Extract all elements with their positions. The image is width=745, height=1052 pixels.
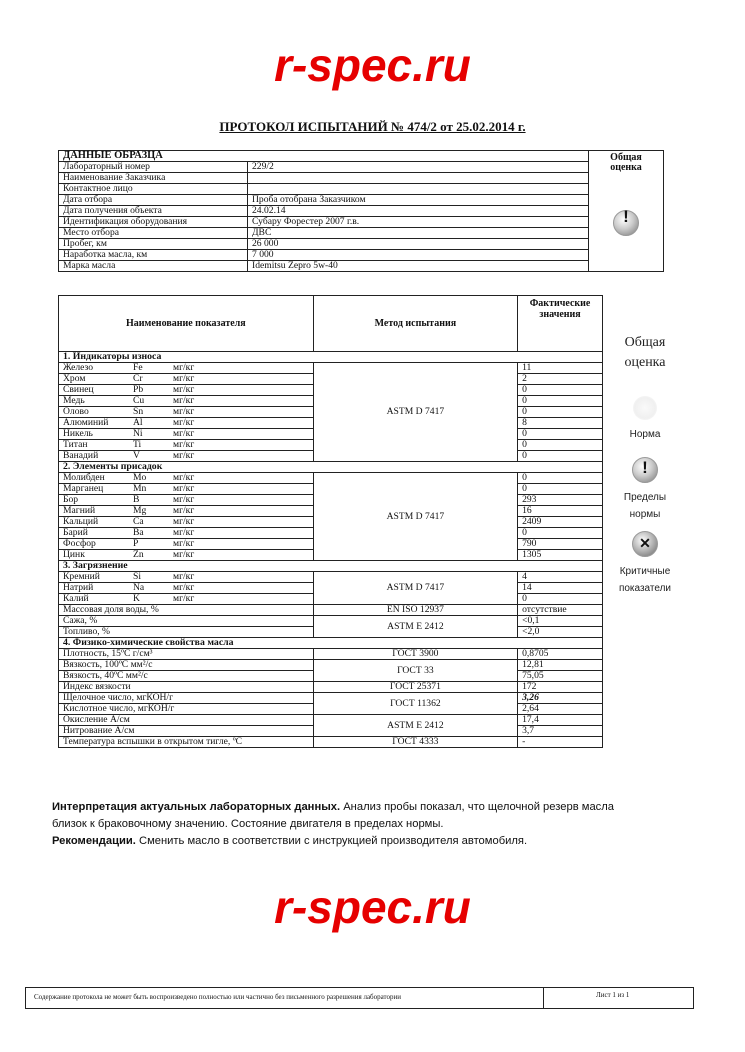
result-value: 293 (518, 495, 603, 506)
warning-icon (613, 210, 639, 236)
method-cell: ГОСТ 33 (313, 660, 517, 682)
element-symbol: Mg (133, 505, 147, 516)
element-symbol: Ti (133, 439, 142, 450)
result-name: Нитрование А/см (63, 725, 135, 736)
footer-page: Лист 1 из 1 (596, 991, 630, 999)
legend-title-line2: оценка (624, 355, 666, 370)
element-symbol: Ni (133, 428, 143, 439)
element-name: Марганец (63, 483, 104, 494)
result-value: - (518, 737, 603, 748)
result-name: Щелочное число, мгКОН/г (63, 692, 174, 703)
element-symbol: Zn (133, 549, 144, 560)
element-symbol: Ca (133, 516, 144, 527)
sample-row-value: 7 000 (248, 250, 589, 261)
result-name-cell (59, 649, 314, 660)
method-cell: ASTM E 2412 (313, 616, 517, 638)
section-title: 1. Индикаторы износа (59, 352, 603, 363)
result-name-cell (59, 737, 314, 748)
sample-row-value: 26 000 (248, 239, 589, 250)
sample-row-value: Idemitsu Zepro 5w-40 (248, 261, 589, 272)
col-header-value-line2: значения (539, 309, 581, 320)
method-cell: ГОСТ 11362 (313, 693, 517, 715)
result-value: 172 (518, 682, 603, 693)
result-name-cell (59, 550, 314, 561)
element-unit: мг/кг (173, 538, 195, 549)
result-value: 11 (518, 363, 603, 374)
result-value: 75,05 (518, 671, 603, 682)
element-unit: мг/кг (173, 373, 195, 384)
overall-assessment-cell (589, 151, 664, 272)
result-value: 3,26 (518, 693, 603, 704)
sample-row (59, 239, 664, 250)
result-row (59, 737, 603, 748)
method-cell: ГОСТ 3900 (313, 649, 517, 660)
result-name-cell (59, 517, 314, 528)
result-name-cell (59, 484, 314, 495)
result-name-group (63, 583, 309, 593)
result-value: 0 (518, 528, 603, 539)
element-name: Калий (63, 593, 89, 604)
section-title: 3. Загрязнение (59, 561, 603, 572)
norm-icon (633, 396, 657, 420)
result-name: Топливо, % (63, 626, 111, 637)
element-name: Магний (63, 505, 96, 516)
result-name-cell (59, 407, 314, 418)
element-symbol: Na (133, 582, 145, 593)
legend-limits-line1: Пределы (623, 492, 667, 503)
col-header-value (518, 296, 603, 352)
sample-header-row (59, 151, 664, 162)
sample-row-label: Дата получения объекта (59, 206, 248, 217)
footer-divider (543, 988, 544, 1008)
sample-row-label: Пробег, км (59, 239, 248, 250)
sample-row-value: ДВС (248, 228, 589, 239)
element-unit: мг/кг (173, 549, 195, 560)
method-cell: ASTM D 7417 (313, 473, 517, 561)
element-unit: мг/кг (173, 428, 195, 439)
result-name-cell (59, 693, 314, 704)
result-name-cell (59, 363, 314, 374)
section-row (59, 352, 603, 363)
result-name-group (63, 363, 309, 373)
sample-row-label: Контактное лицо (59, 184, 248, 195)
brand-watermark-top: r-spec.ru (274, 39, 471, 91)
result-name-group (63, 418, 309, 428)
element-symbol: V (133, 450, 140, 461)
result-value: <2,0 (518, 627, 603, 638)
result-name-cell (59, 440, 314, 451)
warning-icon (632, 457, 658, 483)
element-name: Кремний (63, 571, 100, 582)
element-symbol: Al (133, 417, 143, 428)
result-name-cell (59, 539, 314, 550)
result-value: 1305 (518, 550, 603, 561)
results-table (58, 295, 603, 748)
result-value: 0 (518, 484, 603, 495)
section-row (59, 462, 603, 473)
result-name-cell (59, 660, 314, 671)
element-symbol: Fe (133, 362, 143, 373)
element-unit: мг/кг (173, 516, 195, 527)
protocol-title: ПРОТОКОЛ ИСПЫТАНИЙ № 474/2 от 25.02.2014 г. (219, 119, 526, 134)
legend-title-line1: Общая (624, 335, 666, 350)
sample-row-label: Марка масла (59, 261, 248, 272)
result-name: Массовая доля воды, % (63, 604, 159, 615)
element-unit: мг/кг (173, 417, 195, 428)
recommendation-text: Сменить масло в соответствии с инструкцией производителя автомобиля. (135, 835, 528, 847)
result-value: 0,8705 (518, 649, 603, 660)
sample-data-table (58, 150, 664, 272)
legend-norm-label: Норма (629, 429, 661, 440)
element-name: Свинец (63, 384, 94, 395)
result-value: 8 (518, 418, 603, 429)
method-cell: ASTM D 7417 (313, 572, 517, 605)
legend-title (600, 333, 690, 373)
overall-label-line2: оценка (610, 162, 642, 173)
result-value: 14 (518, 583, 603, 594)
footer (25, 987, 694, 1009)
result-name: Вязкость, 40ºС мм²/с (63, 670, 148, 681)
result-value: 2 (518, 374, 603, 385)
element-symbol: Cr (133, 373, 143, 384)
element-name: Олово (63, 406, 89, 417)
element-unit: мг/кг (173, 593, 195, 604)
result-name: Вязкость, 100ºС мм²/с (63, 659, 153, 670)
result-value: 0 (518, 594, 603, 605)
sample-row-label: Дата отбора (59, 195, 248, 206)
result-name-cell (59, 528, 314, 539)
result-name-group (63, 572, 309, 582)
legend-critical-line1: Критичные (619, 566, 671, 577)
overall-label-line1: Общая (610, 152, 642, 163)
result-name-cell (59, 473, 314, 484)
element-name: Бор (63, 494, 79, 505)
element-unit: мг/кг (173, 384, 195, 395)
element-symbol: Mn (133, 483, 147, 494)
element-name: Титан (63, 439, 88, 450)
result-value: 0 (518, 396, 603, 407)
result-name-group (63, 528, 309, 538)
interpretation (52, 799, 692, 850)
result-value: 4 (518, 572, 603, 583)
result-name-cell (59, 572, 314, 583)
result-name-cell (59, 715, 314, 726)
legend-critical (600, 531, 690, 597)
result-value: <0,1 (518, 616, 603, 627)
result-name: Индекс вязкости (63, 681, 131, 692)
sample-row (59, 228, 664, 239)
element-unit: мг/кг (173, 362, 195, 373)
result-value: 0 (518, 385, 603, 396)
result-name: Температура вспышки в открытом тигле, ºС (63, 736, 243, 747)
section-title: 4. Физико-химические свойства масла (59, 638, 603, 649)
result-name-cell (59, 671, 314, 682)
result-value: 12,81 (518, 660, 603, 671)
result-name-group (63, 451, 309, 461)
element-unit: мг/кг (173, 527, 195, 538)
result-row (59, 660, 603, 671)
result-value: 0 (518, 451, 603, 462)
result-row (59, 649, 603, 660)
result-row (59, 715, 603, 726)
result-name-cell (59, 704, 314, 715)
sample-row (59, 162, 664, 173)
element-symbol: Mo (133, 472, 147, 483)
element-symbol: Si (133, 571, 142, 582)
brand-watermark-bottom: r-spec.ru (274, 881, 471, 933)
result-name-cell (59, 429, 314, 440)
legend-limits (600, 457, 690, 523)
element-name: Хром (63, 373, 86, 384)
sample-row (59, 250, 664, 261)
result-name-cell (59, 506, 314, 517)
interpretation-line1 (52, 799, 692, 816)
result-name: Плотность, 15ºС г/см³ (63, 648, 153, 659)
sample-row-value: 24.02.14 (248, 206, 589, 217)
element-name: Железо (63, 362, 94, 373)
result-name-group (63, 473, 309, 483)
interpretation-lead: Интерпретация актуальных лабораторных данных. (52, 801, 341, 813)
result-value: 0 (518, 429, 603, 440)
sample-row (59, 261, 664, 272)
element-name: Медь (63, 395, 85, 406)
element-unit: мг/кг (173, 472, 195, 483)
element-symbol: Pb (133, 384, 144, 395)
sample-row-label: Лабораторный номер (59, 162, 248, 173)
result-name-cell (59, 451, 314, 462)
element-name: Молибден (63, 472, 105, 483)
element-unit: мг/кг (173, 406, 195, 417)
element-unit: мг/кг (173, 439, 195, 450)
section-row (59, 638, 603, 649)
section-row (59, 561, 603, 572)
result-value: 0 (518, 473, 603, 484)
element-name: Натрий (63, 582, 94, 593)
sample-row-value: Проба отобрана Заказчиком (248, 195, 589, 206)
sample-row (59, 173, 664, 184)
result-row (59, 693, 603, 704)
element-symbol: Sn (133, 406, 144, 417)
result-name-group (63, 594, 309, 604)
result-name-group (63, 396, 309, 406)
result-row (59, 682, 603, 693)
legend-norm (600, 396, 690, 443)
method-cell: ASTM E 2412 (313, 715, 517, 737)
result-name: Окисление А/см (63, 714, 130, 725)
result-value: 0 (518, 440, 603, 451)
recommendation (52, 833, 692, 850)
element-symbol: Ba (133, 527, 144, 538)
element-symbol: P (133, 538, 139, 549)
result-name-cell (59, 726, 314, 737)
result-name-group (63, 539, 309, 549)
result-name: Сажа, % (63, 615, 98, 626)
sample-row (59, 195, 664, 206)
element-name: Алюминий (63, 417, 109, 428)
result-name-group (63, 550, 309, 560)
result-value: 2409 (518, 517, 603, 528)
element-symbol: K (133, 593, 140, 604)
sample-row-label: Наработка масла, км (59, 250, 248, 261)
element-name: Кальций (63, 516, 99, 527)
sample-row-value: 229/2 (248, 162, 589, 173)
element-name: Ванадий (63, 450, 99, 461)
section-title: 2. Элементы присадок (59, 462, 603, 473)
result-row (59, 605, 603, 616)
element-unit: мг/кг (173, 582, 195, 593)
sample-row-label: Идентификация оборудования (59, 217, 248, 228)
result-name-group (63, 495, 309, 505)
result-name-group (63, 440, 309, 450)
element-unit: мг/кг (173, 494, 195, 505)
element-name: Барий (63, 527, 88, 538)
legend-critical-line2: показатели (618, 583, 672, 594)
result-name-cell (59, 418, 314, 429)
interpretation-text: Анализ пробы показал, что щелочной резерв масла (340, 801, 615, 813)
interpretation-line2: близок к браковочному значению. Состояние двигателя в пределах нормы. (52, 818, 444, 830)
method-cell: ГОСТ 25371 (313, 682, 517, 693)
element-symbol: B (133, 494, 140, 505)
element-unit: мг/кг (173, 483, 195, 494)
result-name-cell (59, 594, 314, 605)
element-unit: мг/кг (173, 450, 195, 461)
element-unit: мг/кг (173, 571, 195, 582)
result-name-cell (59, 583, 314, 594)
result-value: 2,64 (518, 704, 603, 715)
result-name-cell (59, 374, 314, 385)
element-unit: мг/кг (173, 505, 195, 516)
result-name-cell (59, 495, 314, 506)
result-row (59, 616, 603, 627)
sample-row-value (248, 173, 589, 184)
sample-row-label: Место отбора (59, 228, 248, 239)
result-name: Кислотное число, мгКОН/г (63, 703, 175, 714)
result-row (59, 473, 603, 484)
element-unit: мг/кг (173, 395, 195, 406)
result-name-cell (59, 385, 314, 396)
sample-row (59, 184, 664, 195)
method-cell: EN ISO 12937 (313, 605, 517, 616)
element-name: Фосфор (63, 538, 96, 549)
result-value: 790 (518, 539, 603, 550)
critical-icon (632, 531, 658, 557)
element-symbol: Cu (133, 395, 145, 406)
col-header-method: Метод испытания (313, 296, 517, 352)
result-name-group (63, 517, 309, 527)
col-header-name: Наименование показателя (59, 296, 314, 352)
sample-row (59, 206, 664, 217)
method-cell: ГОСТ 4333 (313, 737, 517, 748)
result-row (59, 363, 603, 374)
result-name-group (63, 429, 309, 439)
result-value: 16 (518, 506, 603, 517)
result-name-group (63, 506, 309, 516)
result-name-cell (59, 396, 314, 407)
result-row (59, 572, 603, 583)
result-name-cell (59, 605, 314, 616)
result-value: отсутствие (518, 605, 603, 616)
result-value: 0 (518, 407, 603, 418)
result-name-group (63, 407, 309, 417)
result-name-cell (59, 616, 314, 627)
sample-header: ДАННЫЕ ОБРАЗЦА (59, 151, 589, 162)
overall-icon-wrap (593, 210, 659, 239)
col-header-value-line1: Фактические (529, 298, 591, 309)
recommendation-lead: Рекомендации. (52, 835, 136, 847)
result-name-group (63, 385, 309, 395)
result-name-group (63, 484, 309, 494)
sample-row-value: Субару Форестер 2007 г.в. (248, 217, 589, 228)
element-name: Цинк (63, 549, 85, 560)
sample-row-label: Наименование Заказчика (59, 173, 248, 184)
method-cell: ASTM D 7417 (313, 363, 517, 462)
legend-limits-line2: нормы (629, 509, 661, 520)
result-name-cell (59, 627, 314, 638)
result-value: 3,7 (518, 726, 603, 737)
sample-row (59, 217, 664, 228)
sample-row-value (248, 184, 589, 195)
footer-copyright: Содержание протокола не может быть воспроизведено полностью или частично без письменного разрешения лаборатории (34, 993, 402, 1001)
element-name: Никель (63, 428, 93, 439)
result-value: 17,4 (518, 715, 603, 726)
result-name-group (63, 374, 309, 384)
result-name-cell (59, 682, 314, 693)
